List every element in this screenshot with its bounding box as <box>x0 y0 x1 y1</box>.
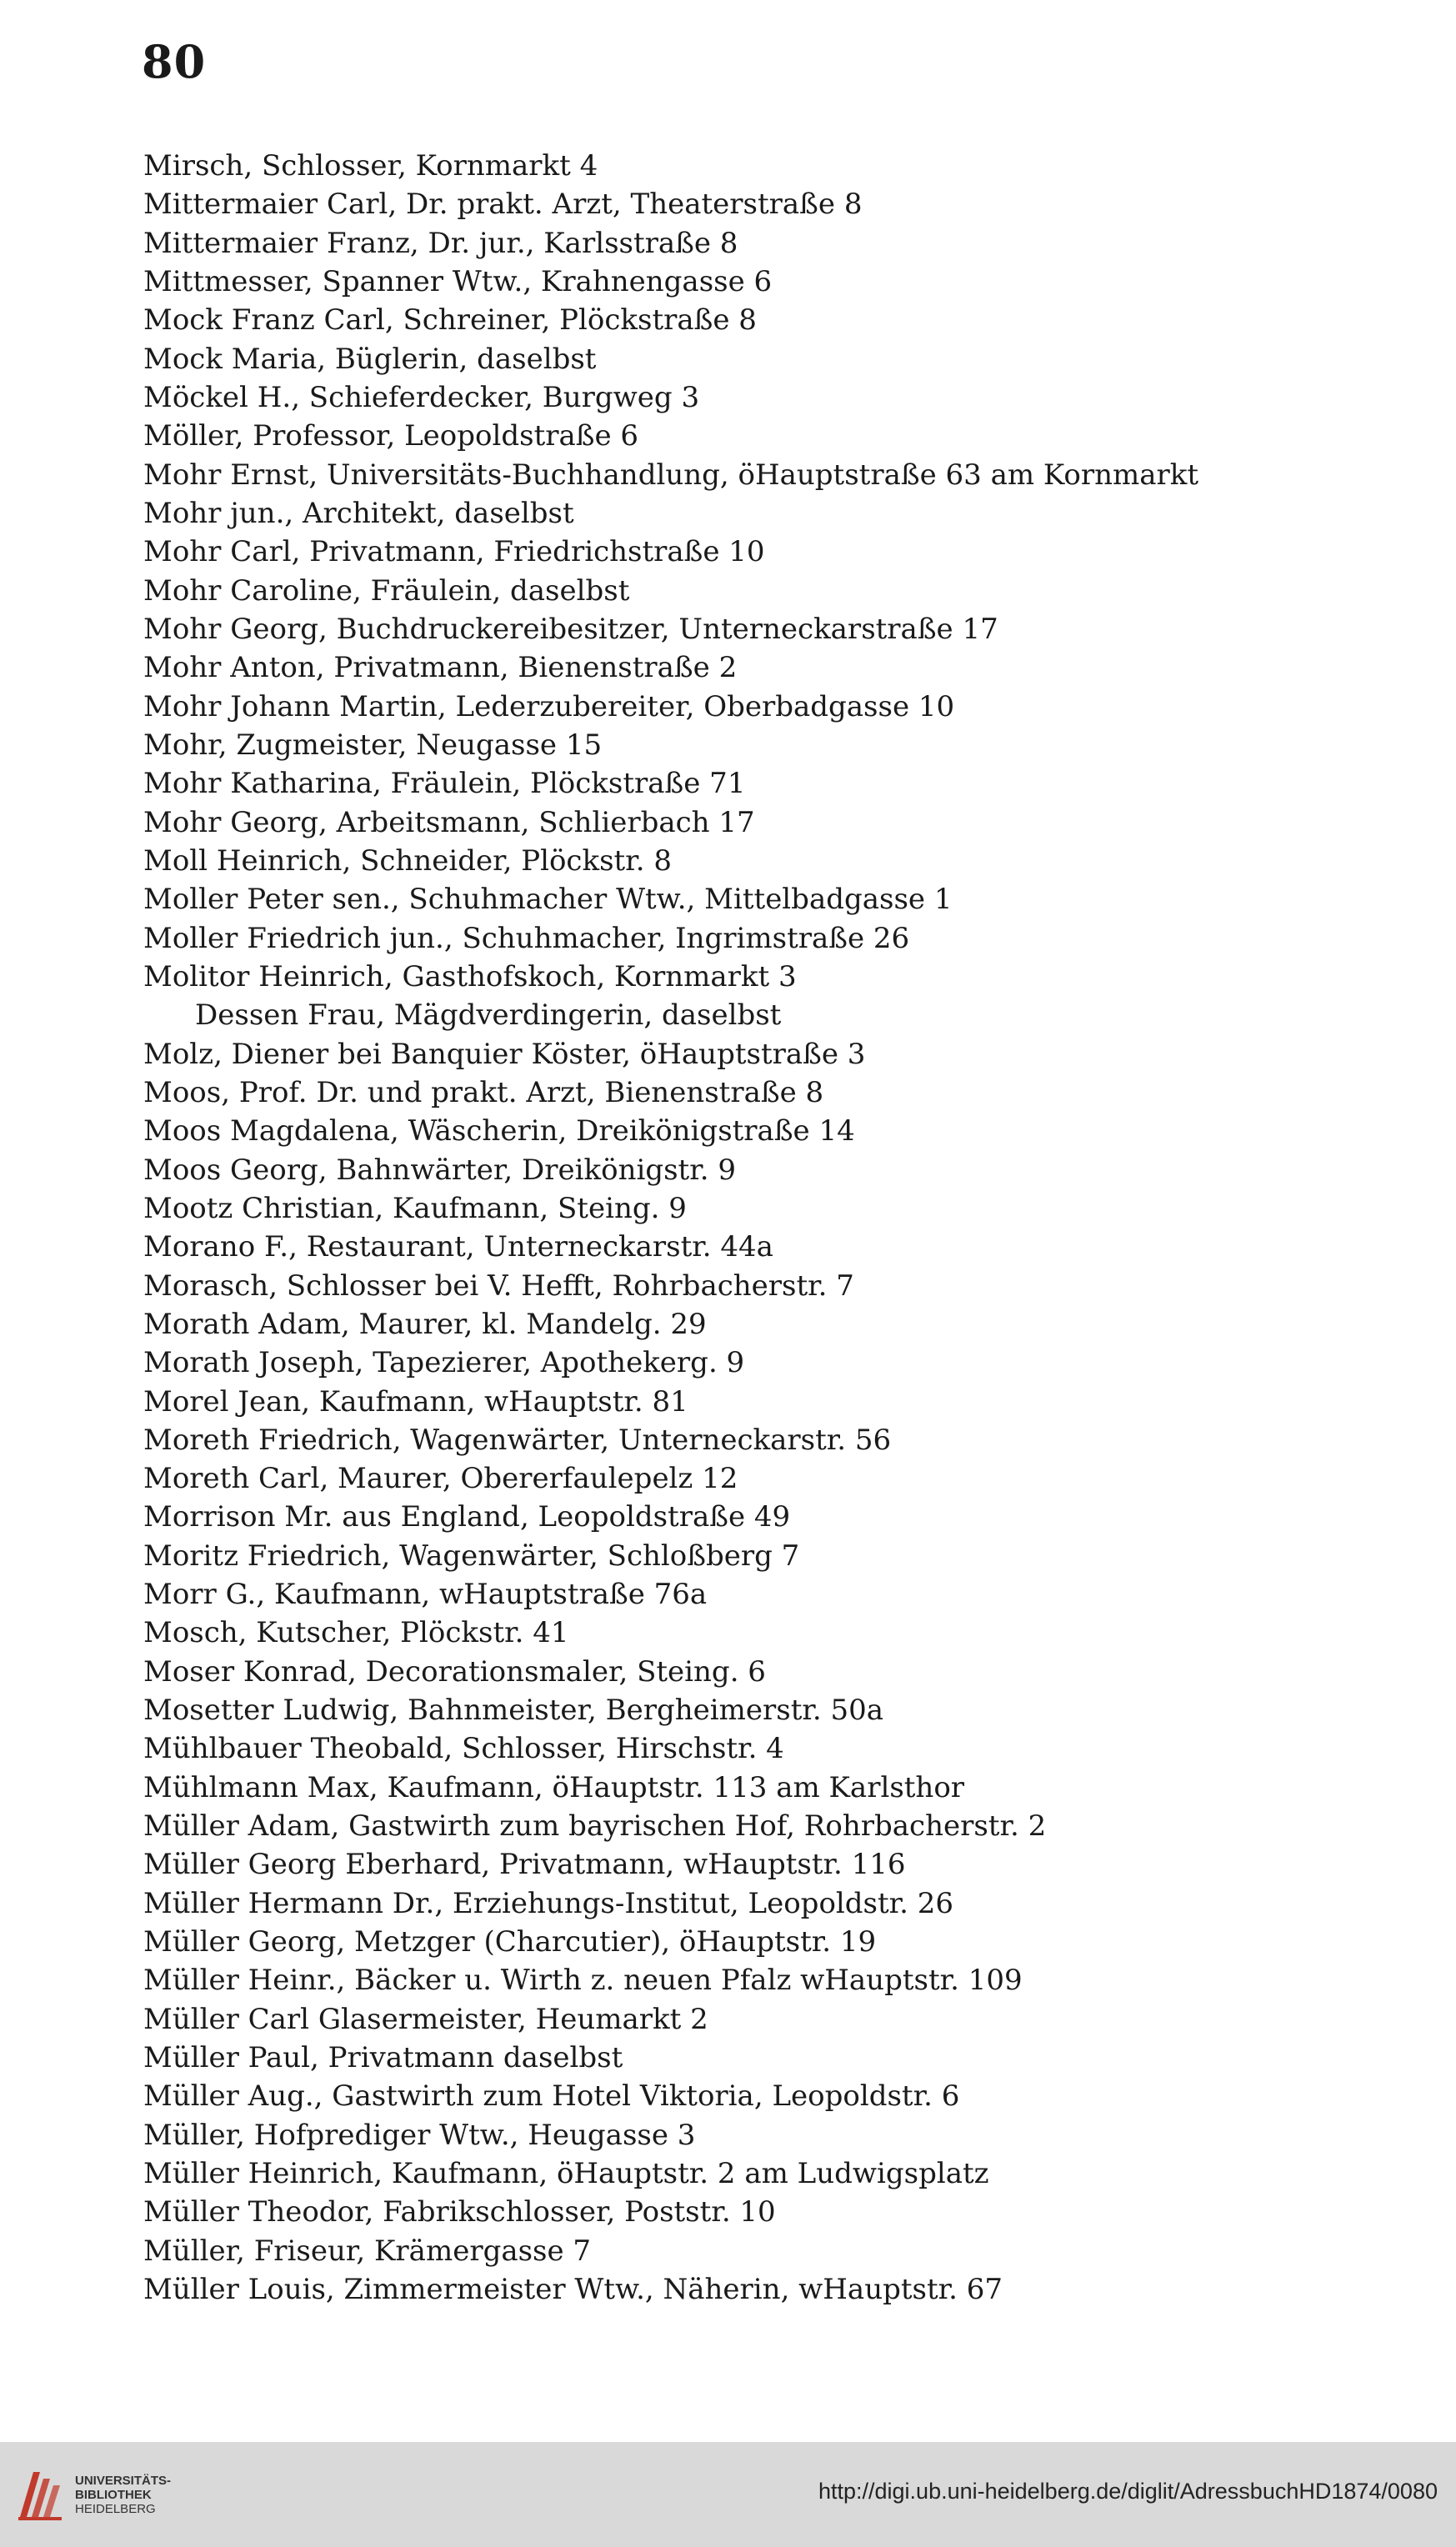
directory-entry: Mootz Christian, Kaufmann, Steing. 9 <box>143 1191 687 1225</box>
viewer-footer <box>0 2442 1456 2547</box>
directory-entries <box>143 147 1377 2309</box>
directory-entry: Mohr Georg, Arbeitsmann, Schlierbach 17 <box>143 805 755 839</box>
directory-entry: Mirsch, Schlosser, Kornmarkt 4 <box>143 149 598 183</box>
directory-entry: Mosetter Ludwig, Bahnmeister, Bergheimerstr. 50a <box>143 1694 884 1728</box>
directory-entry: Müller Adam, Gastwirth zum bayrischen Hof, Rohrbacherstr. 2 <box>143 1809 1047 1844</box>
directory-entry: Müller Georg Eberhard, Privatmann, wHauptstr. 116 <box>143 1848 906 1882</box>
directory-entry: Müller, Hofprediger Wtw., Heugasse 3 <box>143 2118 696 2152</box>
directory-entry: Moritz Friedrich, Wagenwärter, Schloßberg 7 <box>143 1539 800 1573</box>
directory-entry: Müller Carl Glasermeister, Heumarkt 2 <box>143 2002 708 2036</box>
directory-entry: Moos Magdalena, Wäscherin, Dreikönigstraße 14 <box>143 1114 855 1148</box>
directory-entry: Moos Georg, Bahnwärter, Dreikönigstr. 9 <box>143 1153 736 1187</box>
directory-entry: Morath Adam, Maurer, kl. Mandelg. 29 <box>143 1307 707 1341</box>
page-number: 80 <box>142 35 207 88</box>
permalink-url[interactable]: http://digi.ub.uni-heidelberg.de/diglit/AdressbuchHD1874/0080 <box>818 2479 1438 2504</box>
directory-entry: Morasch, Schlosser bei V. Hefft, Rohrbacherstr. 7 <box>143 1268 854 1303</box>
directory-entry: Moreth Friedrich, Wagenwärter, Unterneckarstr. 56 <box>143 1423 892 1457</box>
directory-entry: Mittmesser, Spanner Wtw., Krahnengasse 6 <box>143 264 773 298</box>
directory-entry: Mohr Ernst, Universitäts-Buchhandlung, öHauptstraße 63 am Kornmarkt <box>143 458 1199 492</box>
directory-entry: Müller Aug., Gastwirth zum Hotel Viktoria, Leopoldstr. 6 <box>143 2079 960 2114</box>
directory-entry: Morel Jean, Kaufmann, wHauptstr. 81 <box>143 1384 688 1419</box>
directory-entry: Mock Maria, Büglerin, daselbst <box>143 342 597 376</box>
directory-entry: Mohr jun., Architekt, daselbst <box>143 496 574 530</box>
directory-entry: Morrison Mr. aus England, Leopoldstraße 49 <box>143 1500 791 1534</box>
directory-entry: Morath Joseph, Tapezierer, Apothekerg. 9 <box>143 1346 745 1380</box>
directory-entry: Moller Friedrich jun., Schuhmacher, Ingrimstraße 26 <box>143 921 910 955</box>
directory-entry: Müller Georg, Metzger (Charcutier), öHauptstr. 19 <box>143 1925 877 1959</box>
directory-entry: Morano F., Restaurant, Unterneckarstr. 44a <box>143 1230 773 1264</box>
directory-entry: Mohr Caroline, Fräulein, daselbst <box>143 573 630 608</box>
library-name-line-3: HEIDELBERG <box>75 2501 156 2516</box>
directory-entry: Moller Peter sen., Schuhmacher Wtw., Mittelbadgasse 1 <box>143 883 953 917</box>
directory-entry: Mohr Georg, Buchdruckereibesitzer, Unterneckarstraße 17 <box>143 612 998 646</box>
directory-entry: Müller Theodor, Fabrikschlosser, Poststr. 10 <box>143 2195 776 2229</box>
directory-entry: Mittermaier Franz, Dr. jur., Karlsstraße 8 <box>143 226 738 260</box>
directory-entry: Mohr Katharina, Fräulein, Plöckstraße 71 <box>143 767 746 801</box>
directory-entry: Mohr Johann Martin, Lederzubereiter, Oberbadgasse 10 <box>143 689 955 723</box>
library-seal-icon <box>15 2467 63 2522</box>
library-logo[interactable] <box>15 2467 171 2522</box>
directory-entry: Müller Hermann Dr., Erziehungs-Institut, Leopoldstr. 26 <box>143 1886 954 1920</box>
library-name-line-2: BIBLIOTHEK <box>75 2487 152 2502</box>
directory-entry: Müller Paul, Privatmann daselbst <box>143 2041 623 2075</box>
directory-entry: Molz, Diener bei Banquier Köster, öHauptstraße 3 <box>143 1037 866 1071</box>
directory-entry: Möller, Professor, Leopoldstraße 6 <box>143 419 639 453</box>
directory-entry: Morr G., Kaufmann, wHauptstraße 76a <box>143 1578 708 1612</box>
directory-entry: Mohr Anton, Privatmann, Bienenstraße 2 <box>143 651 738 685</box>
directory-entry: Moll Heinrich, Schneider, Plöckstr. 8 <box>143 843 672 878</box>
directory-entry: Müller Heinrich, Kaufmann, öHauptstr. 2 am Ludwigsplatz <box>143 2157 989 2191</box>
directory-entry: Dessen Frau, Mägdverdingerin, daselbst <box>195 998 782 1033</box>
directory-entry: Moreth Carl, Maurer, Obererfaulepelz 12 <box>143 1462 738 1496</box>
directory-entry: Müller Louis, Zimmermeister Wtw., Näherin, wHauptstr. 67 <box>143 2273 1003 2307</box>
directory-entry: Müller, Friseur, Krämergasse 7 <box>143 2234 592 2268</box>
directory-entry: Müller Heinr., Bäcker u. Wirth z. neuen Pfalz wHauptstr. 109 <box>143 1964 1023 1998</box>
library-name <box>75 2474 171 2516</box>
directory-entry: Mohr, Zugmeister, Neugasse 15 <box>143 728 603 762</box>
directory-entry: Moos, Prof. Dr. und prakt. Arzt, Bienenstraße 8 <box>143 1075 824 1109</box>
directory-entry: Mühlbauer Theobald, Schlosser, Hirschstr. 4 <box>143 1732 784 1766</box>
directory-entry: Mohr Carl, Privatmann, Friedrichstraße 10 <box>143 535 765 569</box>
library-name-line-1: UNIVERSITÄTS- <box>75 2473 172 2488</box>
directory-entry: Möckel H., Schieferdecker, Burgweg 3 <box>143 380 700 414</box>
directory-entry: Moser Konrad, Decorationsmaler, Steing. 6 <box>143 1654 766 1689</box>
directory-entry: Mühlmann Max, Kaufmann, öHauptstr. 113 am Karlsthor <box>143 1770 965 1804</box>
directory-entry: Molitor Heinrich, Gasthofskoch, Kornmarkt 3 <box>143 959 797 993</box>
directory-entry: Mosch, Kutscher, Plöckstr. 41 <box>143 1616 569 1650</box>
directory-entry: Mittermaier Carl, Dr. prakt. Arzt, Theaterstraße 8 <box>143 188 863 222</box>
directory-entry: Mock Franz Carl, Schreiner, Plöckstraße 8 <box>143 303 757 338</box>
